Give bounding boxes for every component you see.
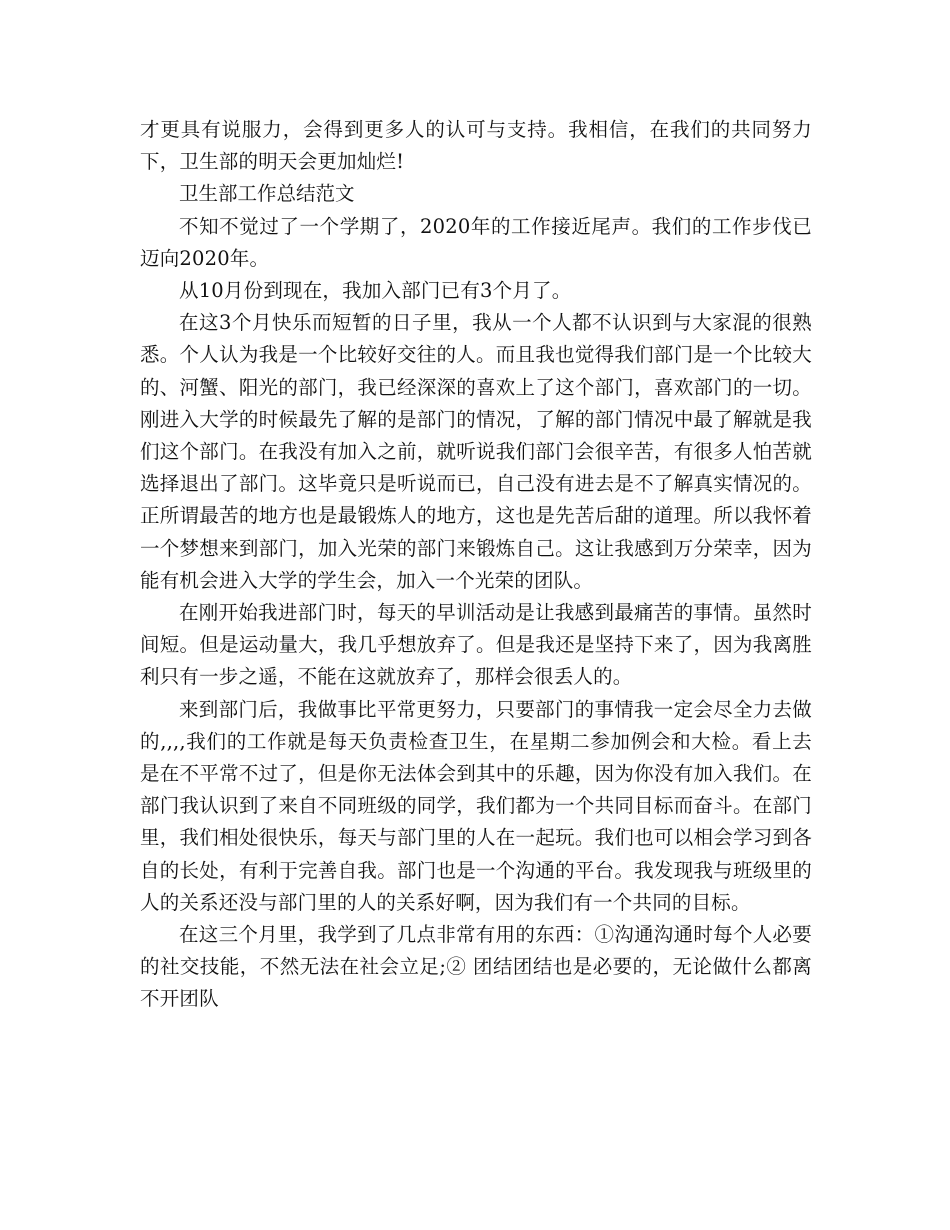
paragraph-intro: 不知不觉过了一个学期了，2020年的工作接近尾声。我们的工作步伐已迈向2020年。 — [140, 214, 812, 270]
section-title: 卫生部工作总结范文 — [179, 182, 355, 206]
paragraph-duration: 从10月份到现在，我加入部门已有3个月了。 — [179, 279, 572, 303]
paragraph-three-months: 在这3个月快乐而短暂的日子里，我从一个人都不认识到与大家混的很熟悉。个人认为我是一个比较好交往的人。而且我也觉得我们部门是一个比较大的、河蟹、阳光的部门，我已经深深的喜欢上了这个部门，喜欢部门的一切。刚进入大学的时候最先了解的是部门的情况，了解的部门情况中最了解就是我们这个部门。在我没有加入之前，就听说我们部门会很辛苦，有很多人怕苦就选择退出了部门。这毕竟只是听说而已，自己没有进去是不了解真实情况的。正所谓最苦的地方也是最锻炼人的地方，这也是先苦后甜的道理。所以我怀着一个梦想来到部门，加入光荣的部门来锻炼自己。这让我感到万分荣幸，因为能有机会进入大学的学生会，加入一个光荣的团队。 — [140, 311, 812, 592]
paragraph-continuation: 才更具有说服力，会得到更多人的认可与支持。我相信，在我们的共同努力下，卫生部的明天会更加灿烂! — [140, 118, 812, 174]
paragraph-morning-training: 在刚开始我进部门时，每天的早训活动是让我感到最痛苦的事情。虽然时间短。但是运动量大，我几乎想放弃了。但是我还是坚持下来了，因为我离胜利只有一步之遥，不能在这就放弃了，那样会很丢人的。 — [140, 601, 812, 689]
paragraph-lessons: 在这三个月里，我学到了几点非常有用的东西：①沟通沟通时每个人必要的社交技能，不然无法在社会立足;② 团结团结也是必要的，无论做什么都离不开团队 — [140, 923, 812, 1011]
document-page — [140, 114, 812, 1016]
paragraph-work: 来到部门后，我做事比平常更努力，只要部门的事情我一定会尽全力去做的,,,,我们的工作就是每天负责检查卫生，在星期二参加例会和大检。看上去是在不平常不过了，但是你无法体会到其中的乐趣，因为你没有加入我们。在部门我认识到了来自不同班级的同学，我们都为一个共同目标而奋斗。在部门里，我们相处很快乐，每天与部门里的人在一起玩。我们也可以相会学习到各自的长处，有利于完善自我。部门也是一个沟通的平台。我发现我与班级里的人的关系还没与部门里的人的关系好啊，因为我们有一个共同的目标。 — [140, 697, 812, 914]
